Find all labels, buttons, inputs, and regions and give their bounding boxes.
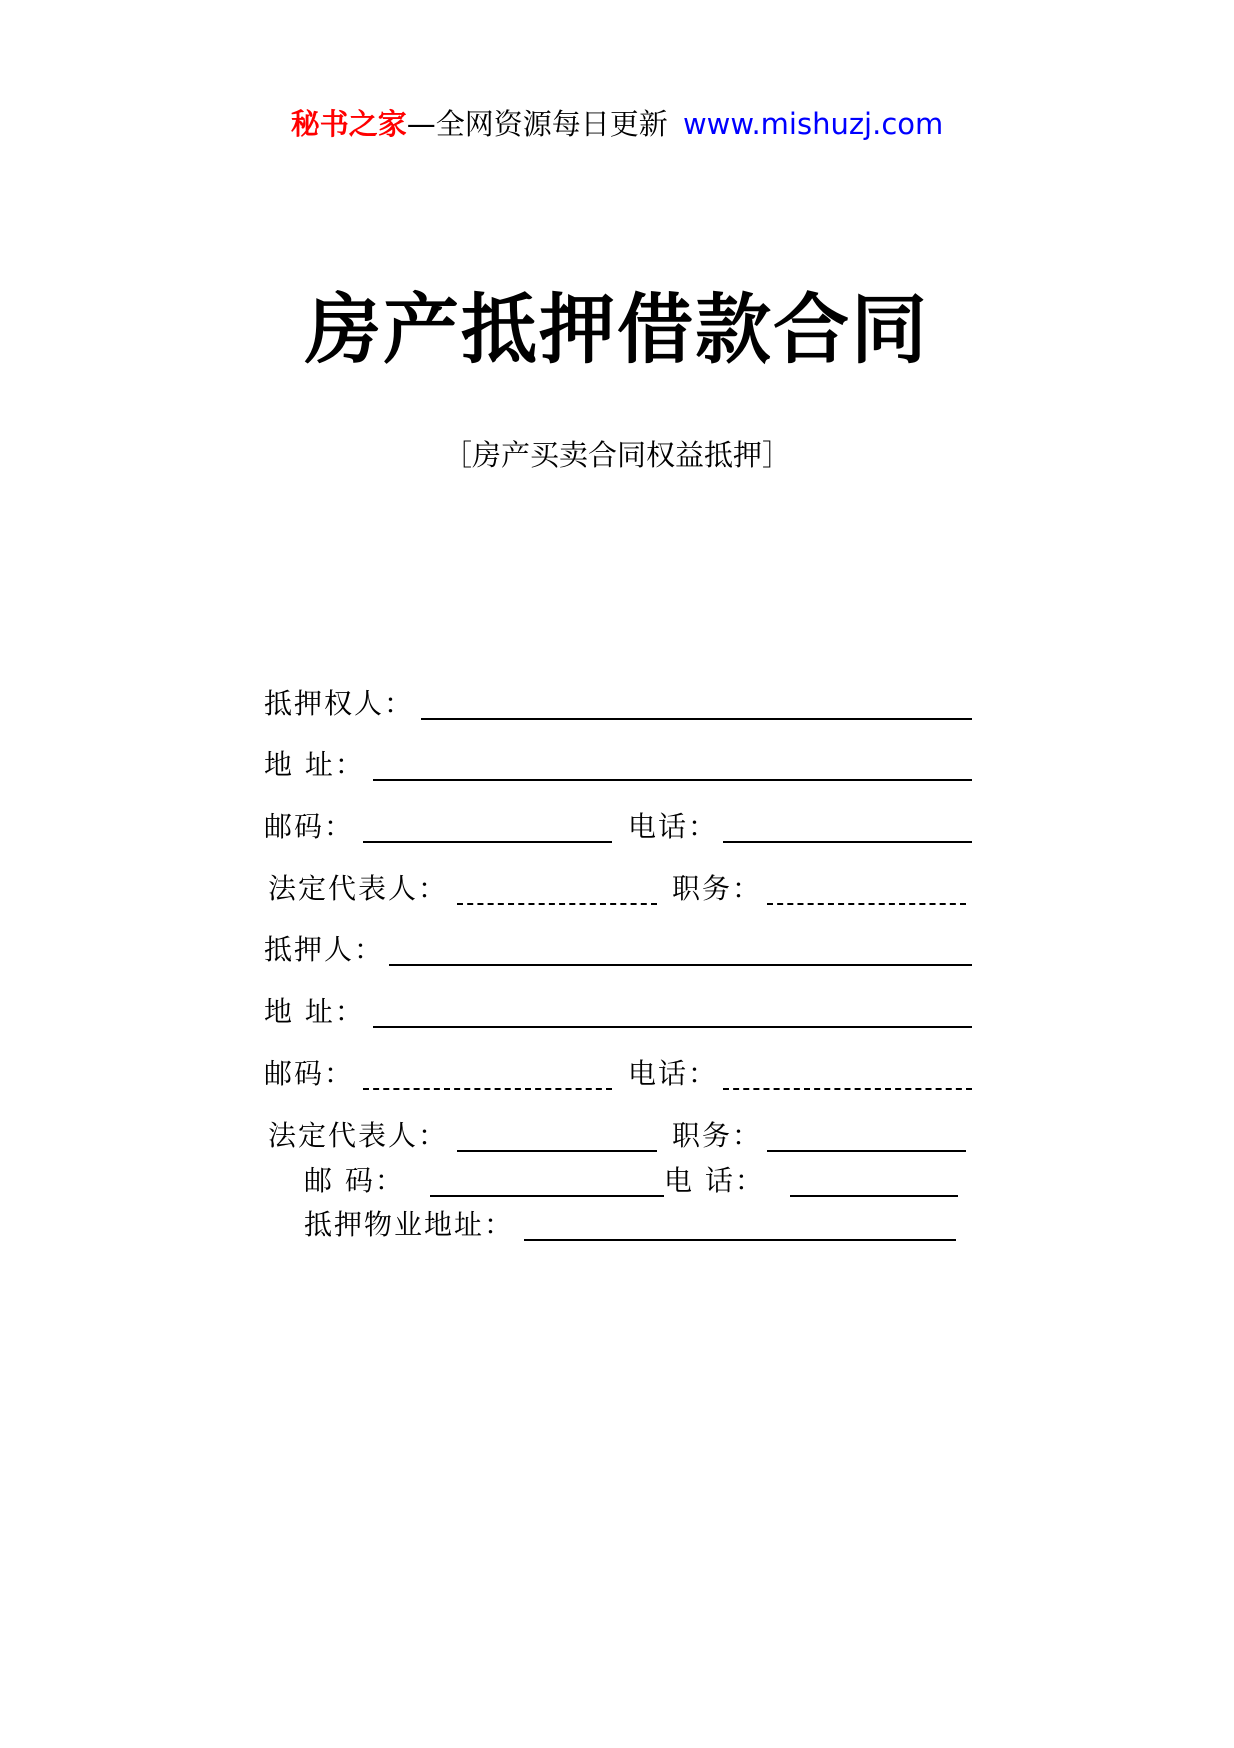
position-field-2[interactable] <box>767 1150 966 1152</box>
legal-rep-field-1[interactable] <box>457 903 657 905</box>
legal-rep-row-2 <box>268 1120 980 1160</box>
legal-rep-label-1: 法定代表人： <box>268 872 449 905</box>
site-url-link[interactable]: www.mishuzj.com <box>682 107 944 141</box>
mortgagor-row <box>264 934 976 974</box>
postcode-label-3: 邮 码： <box>304 1164 405 1197</box>
position-field-1[interactable] <box>767 903 966 905</box>
contact-row-1 <box>264 811 976 851</box>
mortgagor-field[interactable] <box>389 964 972 966</box>
address-label-1: 地 址： <box>264 748 365 781</box>
document-subtitle: ［房产买卖合同权益抵押］ <box>442 438 791 472</box>
phone-label-3: 电 话： <box>664 1164 765 1197</box>
phone-label-1: 电话： <box>628 810 719 843</box>
contact-row-3 <box>304 1165 964 1205</box>
mortgagor-label: 抵押人： <box>264 933 385 966</box>
position-label-2: 职务： <box>672 1119 763 1152</box>
phone-field-3[interactable] <box>790 1195 958 1197</box>
brand-name: 秘书之家 <box>290 107 407 141</box>
mortgagee-label: 抵押权人： <box>264 687 415 720</box>
property-address-field[interactable] <box>524 1239 956 1241</box>
tagline: —全网资源每日更新 <box>406 107 668 141</box>
site-banner <box>0 104 1234 144</box>
postcode-field-2[interactable] <box>363 1088 612 1090</box>
mortgagee-row <box>264 688 976 728</box>
document-title: 房产抵押借款合同 <box>305 285 929 374</box>
mortgagee-field[interactable] <box>421 718 972 720</box>
contact-row-2 <box>264 1058 976 1098</box>
address-label-2: 地 址： <box>264 995 365 1028</box>
phone-field-1[interactable] <box>723 841 972 843</box>
phone-label-2: 电话： <box>628 1057 719 1090</box>
address-row-1 <box>264 749 976 789</box>
phone-field-2[interactable] <box>723 1088 972 1090</box>
legal-rep-row-1 <box>268 873 980 913</box>
property-address-label: 抵押物业地址： <box>304 1208 515 1241</box>
position-label-1: 职务： <box>672 872 763 905</box>
legal-rep-field-2[interactable] <box>457 1150 657 1152</box>
address-row-2 <box>264 996 976 1036</box>
postcode-label-2: 邮码： <box>264 1057 355 1090</box>
legal-rep-label-2: 法定代表人： <box>268 1119 449 1152</box>
postcode-field-1[interactable] <box>363 841 612 843</box>
property-address-row <box>304 1209 964 1249</box>
address-field-1[interactable] <box>373 779 972 781</box>
postcode-field-3[interactable] <box>430 1195 664 1197</box>
postcode-label-1: 邮码： <box>264 810 355 843</box>
address-field-2[interactable] <box>373 1026 972 1028</box>
